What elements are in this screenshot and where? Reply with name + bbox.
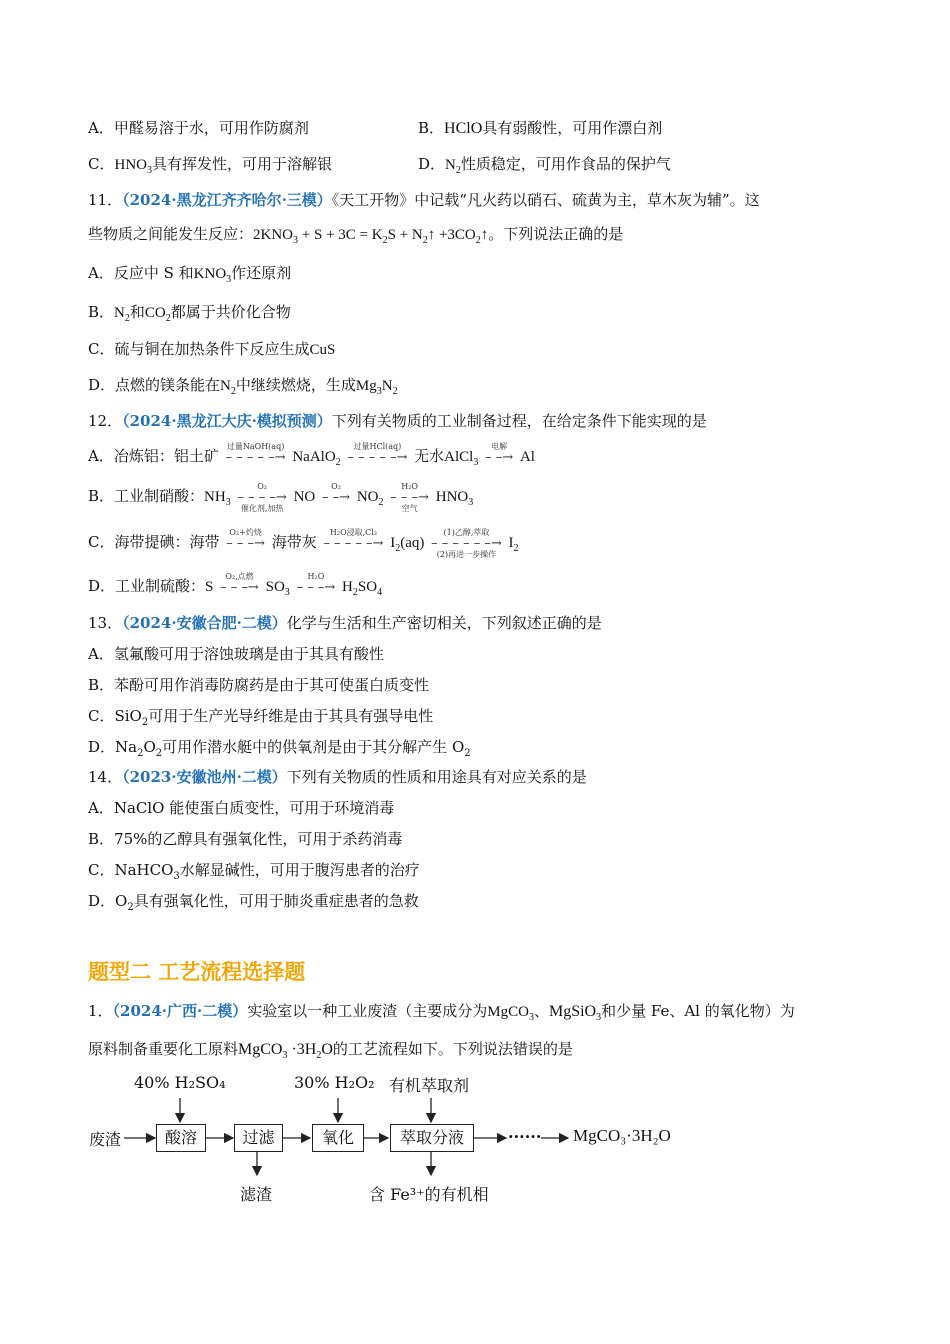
section-title: 题型二 工艺流程选择题 [88, 960, 306, 984]
flow-step-filter: 过滤 [234, 1124, 283, 1152]
q13-stem: 13．（2024·安徽合肥·二模）化学与生活和生产密切相关，下列叙述正确的是 [88, 614, 602, 632]
q12-option-d: D．工业制硫酸：S O₂,点燃 – – –→ $SO_3$ H₂O – – –→ $H_2SO_4$ [88, 572, 383, 598]
q13-source: （2024·安徽合肥·二模） [122, 614, 287, 632]
flow-input-peroxide: 30% H₂O₂ [294, 1073, 375, 1092]
p1-stem-line1: 1．（2024·广西·二模）实验室以一种工业废渣（主要成分为MgCO$_3$、MgSiO$_3$和少量 Fe、Al 的氧化物）为 [88, 1002, 795, 1024]
flow-output-residue: 滤渣 [240, 1185, 273, 1204]
flow-output-organic-phase: 含 Fe³⁺的有机相 [369, 1185, 489, 1204]
flow-input-extractant: 有机萃取剂 [389, 1076, 470, 1095]
q14-option-c: C．NaHCO$_3$水解显碱性，可用于腹泻患者的治疗 [88, 861, 420, 882]
q12-option-c: C．海带提碘：海带 O₂+灼烧 – – –→ 海带灰 H₂O浸取,Cl₂ – – – – –→ $I_2(aq)$ (1)乙醇,萃取 – – – – – –→ (2)再进一步操作 $I_2$ [88, 528, 519, 559]
q11-option-b: B．$N_2$和$CO_2$都属于共价化合物 [88, 303, 291, 324]
q11-option-a: A．反应中 S 和$KNO_3$作还原剂 [88, 264, 292, 285]
q14-option-b: B．75%的乙醇具有强氧化性，可用于杀药消毒 [88, 830, 403, 848]
q12-option-b: B．工业制硝酸：$NH_3$ O₂ – – – –→ 催化剂,加热 NO O₂ – –→ $NO_2$ H₂O – – –→ 空气 $HNO_3$ [88, 482, 474, 513]
q14-stem: 14．（2023·安徽池州·二模）下列有关物质的性质和用途具有对应关系的是 [88, 768, 587, 786]
q11-source: （2024·黑龙江齐齐哈尔·三模） [122, 191, 332, 209]
flow-step-acid-dissolve: 酸溶 [156, 1124, 206, 1152]
q13-option-c: C．SiO$_2$可用于生产光导纤维是由于其具有强导电性 [88, 707, 434, 728]
q11-option-c: C．硫与铜在加热条件下反应生成CuS [88, 340, 336, 358]
q13-option-a: A．氢氟酸可用于溶蚀玻璃是由于其具有酸性 [88, 645, 384, 663]
q12-option-a: A．冶炼铝：铝土矿 过量NaOH(aq) – – – – –→ NaAlO$_2$ 过量HCl(aq) – – – – –→ 无水AlCl$_3$ 电解 – –→ Al [88, 442, 535, 468]
q11-equation: $2KNO_3 + S + 3C = K_2S$ + $N_2↑$ $+3CO_2↑$ [253, 227, 489, 246]
q10-option-d: D．$N_2$性质稳定，可用作食品的保护气 [418, 155, 671, 176]
flow-start: 废渣 [89, 1130, 122, 1149]
q12-source: （2024·黑龙江大庆·模拟预测） [122, 412, 332, 430]
q14-option-a: A．NaClO 能使蛋白质变性，可用于环境消毒 [88, 799, 395, 817]
q12-stem: 12．（2024·黑龙江大庆·模拟预测）下列有关物质的工业制备过程，在给定条件下能实现的是 [88, 412, 707, 430]
q14-option-d: D．$O_2$具有强氧化性，可用于肺炎重症患者的急救 [88, 892, 419, 913]
q10-option-a: A．甲醛易溶于水，可用作防腐剂 [88, 119, 309, 137]
p1-stem-line2: 原料制备重要化工原料MgCO$_3$ $\cdot 3H_2O$的工艺流程如下。下列说法错误的是 [88, 1040, 573, 1062]
q14-source: （2023·安徽池州·二模） [122, 768, 287, 786]
flow-ellipsis: ······ [508, 1127, 542, 1146]
flow-input-acid: 40% H₂SO₄ [134, 1073, 226, 1092]
q10-option-c: C．$HNO_3$具有挥发性，可用于溶解银 [88, 155, 332, 176]
flow-step-oxidize: 氧化 [312, 1124, 364, 1152]
flow-product: MgCO₃·3H₂O [573, 1126, 671, 1145]
p1-source: （2024·广西·二模） [112, 1002, 248, 1020]
q13-option-b: B．苯酚可用作消毒防腐药是由于其可使蛋白质变性 [88, 676, 430, 694]
q10-option-b: B．HClO具有弱酸性，可用作漂白剂 [418, 119, 663, 137]
q11-stem-line1: 11．（2024·黑龙江齐齐哈尔·三模）《天工开物》中记载“凡火药以硝石、硫黄为主，草木灰为辅”。这 [88, 191, 760, 209]
flow-step-extract: 萃取分液 [390, 1124, 474, 1152]
q11-option-d: D．点燃的镁条能在$N_2$中继续燃烧，生成$Mg_3N_2$ [88, 376, 398, 397]
q11-stem-line2: 些物质之间能发生反应：$2KNO_3 + S + 3C = K_2S$ + $N_2↑$ $+3CO_2↑$。下列说法正确的是 [88, 225, 624, 246]
q13-option-d: D．$Na_2O_2$可用作潜水艇中的供氧剂是由于其分解产生 $O_2$ [88, 738, 471, 759]
